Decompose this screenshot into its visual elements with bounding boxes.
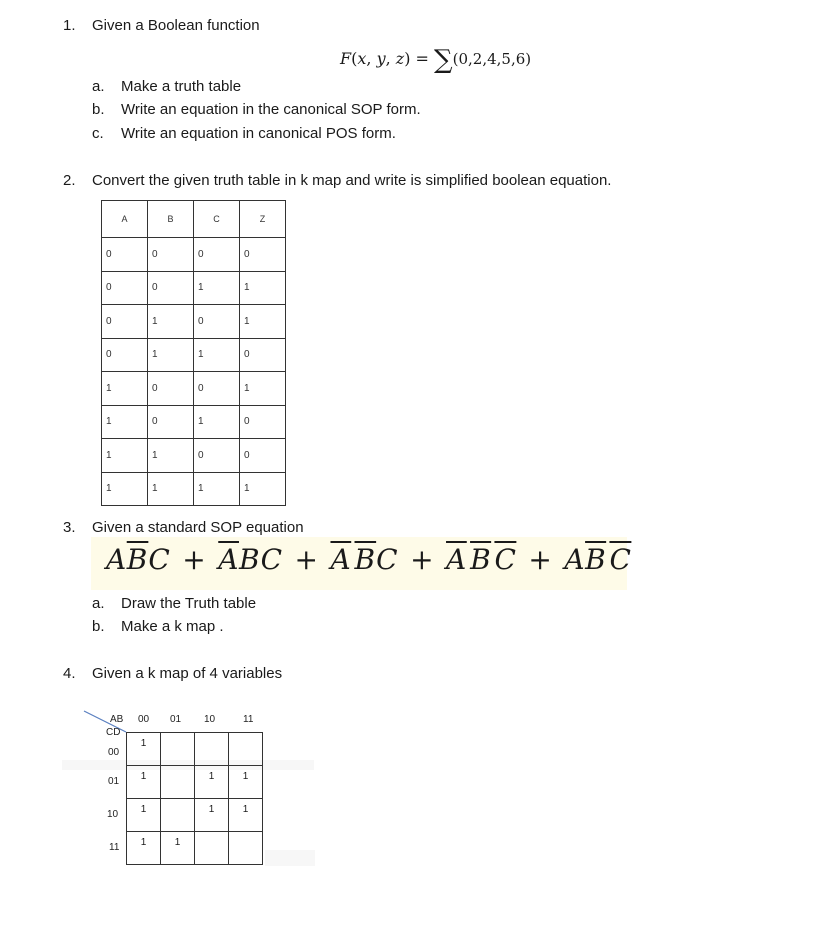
- kmap-row: [127, 799, 263, 832]
- table-cell: 1: [240, 372, 286, 406]
- kmap-cell-value: 1: [140, 738, 147, 749]
- faint-artifact: [265, 850, 315, 866]
- table-cell: 0: [102, 238, 148, 272]
- table-cell: 0: [102, 305, 148, 339]
- kmap-cell: [161, 832, 195, 865]
- kmap-grid: [126, 732, 263, 865]
- q3-item-a-label: a.: [92, 595, 105, 612]
- q1-equation-text: [0, 0, 1, 1]
- kmap-cell-value: 1: [174, 837, 181, 848]
- kmap-col-header: 00: [138, 714, 150, 725]
- table-cell: 0: [240, 439, 286, 473]
- table-cell: 0: [148, 271, 194, 305]
- table-cell: 0: [102, 271, 148, 305]
- q1-item-a-label: a.: [92, 78, 105, 95]
- q1-item-a-text: Make a truth table: [121, 78, 242, 95]
- table-cell: 0: [194, 238, 240, 272]
- table-cell: 1: [240, 271, 286, 305]
- table-cell: 0: [148, 372, 194, 406]
- kmap-cell: [127, 766, 161, 799]
- q2-text: Convert the given truth table in k map and write is simplified boolean equation.: [92, 172, 612, 189]
- kmap-cell: [229, 766, 263, 799]
- q4-text: Given a k map of 4 variables: [92, 665, 283, 682]
- kmap-col-header: 11: [243, 714, 254, 725]
- kmap-row-header: 01: [108, 776, 120, 787]
- table-cell: 1: [240, 472, 286, 506]
- kmap-cell: [127, 733, 161, 766]
- q3-item-b-label: b.: [92, 618, 105, 635]
- q3-number: 3.: [63, 519, 76, 536]
- truth-table-header-b: B: [148, 201, 194, 238]
- kmap-cell: [229, 733, 263, 766]
- table-cell: 0: [148, 238, 194, 272]
- q1-equation: F(x, y, z) = ∑(0,2,4,5,6): [340, 45, 532, 75]
- table-row: [102, 439, 286, 473]
- table-cell: 1: [148, 305, 194, 339]
- kmap-row: [127, 832, 263, 865]
- sop-equation: $A\overline{B}C + \overline{A}BC + \overline{A}$ $\overline{B}C + \overline{A}$ $\overline{B}$ $\overline{C} + A\overline{B}$ $\overline{C}$: [106, 543, 632, 576]
- q3-item-a-text: Draw the Truth table: [121, 595, 257, 612]
- kmap-cell: [229, 832, 263, 865]
- table-cell: 1: [194, 271, 240, 305]
- table-row: [102, 271, 286, 305]
- table-cell: 0: [240, 405, 286, 439]
- q1-item-c-text: Write an equation in canonical POS form.: [121, 125, 396, 142]
- table-cell: 1: [148, 338, 194, 372]
- kmap-cell: [127, 832, 161, 865]
- kmap-cell: [161, 799, 195, 832]
- q2-number: 2.: [63, 172, 76, 189]
- q4-number: 4.: [63, 665, 76, 682]
- kmap-corner-cd: CD: [106, 727, 121, 738]
- kmap-corner-ab: AB: [110, 714, 124, 725]
- table-cell: 1: [148, 439, 194, 473]
- table-cell: 1: [194, 405, 240, 439]
- kmap-cell: [195, 733, 229, 766]
- table-cell: 0: [194, 372, 240, 406]
- kmap-cell-value: 1: [140, 837, 147, 848]
- table-cell: 0: [240, 338, 286, 372]
- table-cell: 1: [148, 472, 194, 506]
- truth-table-header-z: Z: [240, 201, 286, 238]
- kmap-cell: [195, 766, 229, 799]
- kmap-cell-value: 1: [242, 771, 249, 782]
- kmap-cell-value: 1: [140, 771, 147, 782]
- table-cell: 1: [102, 372, 148, 406]
- kmap-cell-value: 1: [208, 771, 215, 782]
- table-cell: 0: [148, 405, 194, 439]
- table-cell: 1: [102, 405, 148, 439]
- table-cell: 1: [240, 305, 286, 339]
- kmap-cell: [195, 799, 229, 832]
- kmap-cell: [161, 766, 195, 799]
- kmap-row-header: 00: [108, 747, 120, 758]
- kmap-cell-value: 1: [140, 804, 147, 815]
- q1-item-b-text: Write an equation in the canonical SOP form.: [121, 101, 421, 118]
- table-cell: 1: [194, 472, 240, 506]
- kmap-cell: [127, 799, 161, 832]
- table-cell: 1: [102, 439, 148, 473]
- kmap-cell: [161, 733, 195, 766]
- truth-table-header-c: C: [194, 201, 240, 238]
- truth-table-header-a: A: [102, 201, 148, 238]
- table-cell: 1: [102, 472, 148, 506]
- kmap-col-header: 01: [170, 714, 182, 725]
- q1-number: 1.: [63, 17, 76, 34]
- kmap-cell-value: 1: [208, 804, 215, 815]
- q3-item-b-text: Make a k map .: [121, 618, 224, 635]
- kmap-row: [127, 766, 263, 799]
- table-row: [102, 305, 286, 339]
- table-row: [102, 238, 286, 272]
- q1-item-c-label: c.: [92, 125, 104, 142]
- q1-item-b-label: b.: [92, 101, 105, 118]
- truth-table-header-row: [102, 201, 286, 238]
- table-row: [102, 472, 286, 506]
- q3-text: Given a standard SOP equation: [92, 519, 304, 536]
- table-row: [102, 372, 286, 406]
- table-cell: 1: [194, 338, 240, 372]
- q1-text: Given a Boolean function: [92, 17, 260, 34]
- table-cell: 0: [194, 439, 240, 473]
- kmap-cell-value: 1: [242, 804, 249, 815]
- kmap-row-header: 11: [109, 842, 120, 853]
- table-cell: 0: [102, 338, 148, 372]
- table-cell: 0: [240, 238, 286, 272]
- kmap-cell: [195, 832, 229, 865]
- table-row: [102, 338, 286, 372]
- kmap-col-header: 10: [204, 714, 216, 725]
- kmap-cell: [229, 799, 263, 832]
- table-row: [102, 405, 286, 439]
- truth-table: [101, 200, 286, 506]
- kmap-row: [127, 733, 263, 766]
- kmap-row-header: 10: [107, 809, 119, 820]
- table-cell: 0: [194, 305, 240, 339]
